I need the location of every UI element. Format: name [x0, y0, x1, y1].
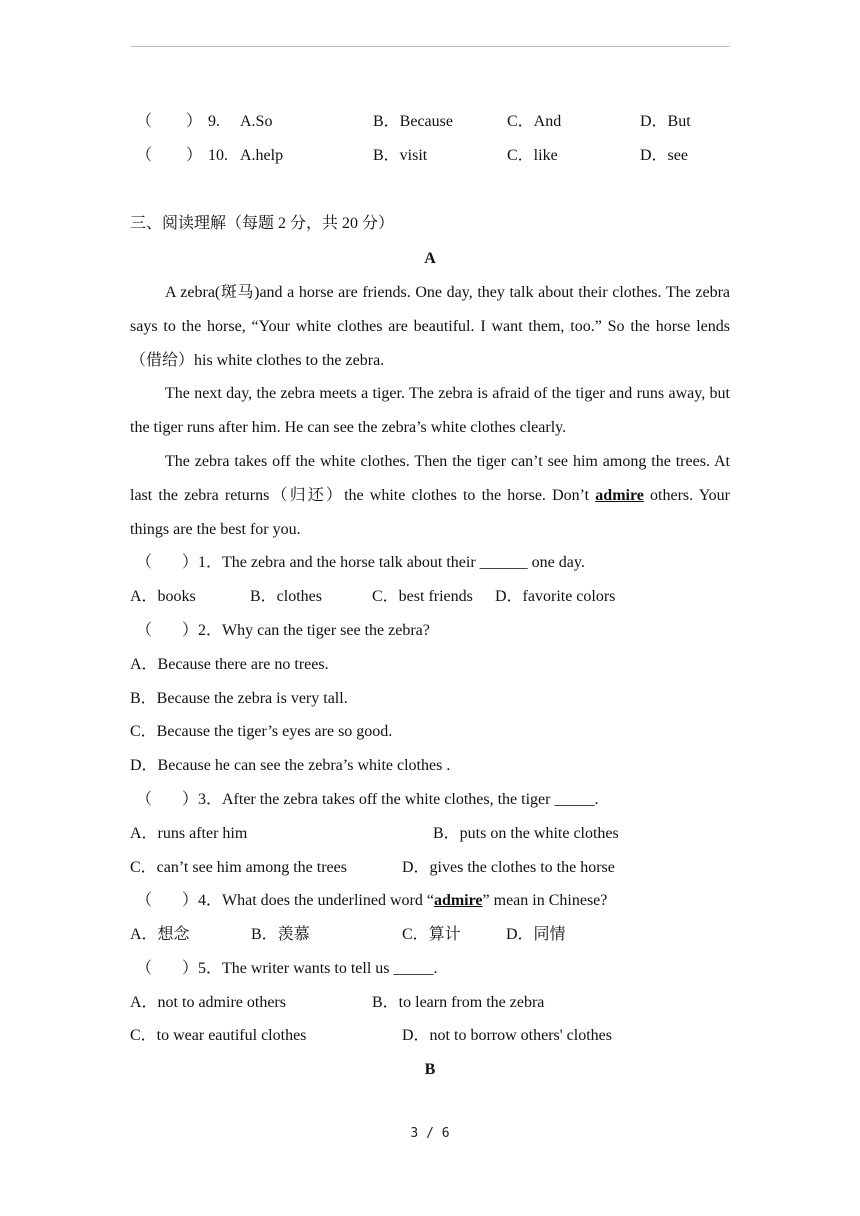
- option-b: B．Because the zebra is very tall.: [130, 690, 348, 707]
- answer-paren-open: （: [136, 113, 153, 130]
- underlined-keyword: admire: [433, 892, 483, 909]
- question-9: [130, 110, 730, 134]
- question-4: [130, 889, 730, 913]
- question-3-options-1: [130, 822, 730, 846]
- option-c: C．to wear eautiful clothes: [130, 1027, 307, 1044]
- option-c: C．Because the tiger’s eyes are so good.: [130, 723, 393, 740]
- answer-paren-close: ）: [182, 960, 199, 977]
- option-d: D．同情: [506, 926, 566, 943]
- answer-paren-close: ）: [182, 892, 199, 909]
- answer-paren-close: ）: [182, 622, 199, 639]
- option-a: A．runs after him: [130, 825, 248, 842]
- option-a: A．想念: [130, 926, 190, 943]
- question-3: [130, 788, 730, 812]
- passage-b-label: B: [424, 1061, 436, 1078]
- option-a: A.help: [240, 147, 284, 164]
- question-3-options-2: [130, 856, 730, 880]
- option-c: C．算计: [402, 926, 461, 943]
- option-b: B．羡慕: [251, 926, 310, 943]
- question-stem: 1．The zebra and the horse talk about their ______ one day.: [198, 554, 585, 571]
- question-5-options-1: [130, 991, 730, 1015]
- answer-paren-open: （: [136, 892, 153, 909]
- paragraph-text: others. Your things are the best for you.: [130, 487, 730, 538]
- stem-text: 4．What does the underlined word “: [198, 892, 434, 909]
- question-5: [130, 957, 730, 981]
- answer-paren-close: ）: [182, 554, 199, 571]
- option-c: C．best friends: [372, 588, 473, 605]
- option-c: C．And: [507, 113, 562, 130]
- passage-paragraph-1: [130, 276, 730, 378]
- option-d: D．But: [640, 113, 691, 130]
- option-b: B．clothes: [250, 588, 322, 605]
- option-d: D．Because he can see the zebra’s white clothes .: [130, 757, 451, 774]
- answer-paren-close: ）: [186, 113, 203, 130]
- answer-paren-close: ）: [182, 791, 199, 808]
- option-a: A．books: [130, 588, 196, 605]
- paragraph-text: A zebra(斑马)and a horse are friends. One day, they talk about their clothes. The zebra says to the horse, “Your white clothes are beautiful. I want them, too.” So the horse lends（借给）his white clothes to the zebra.: [130, 284, 730, 369]
- answer-paren-open: （: [136, 960, 153, 977]
- question-5-options-2: [130, 1024, 730, 1048]
- paragraph-text: The next day, the zebra meets a tiger. The zebra is afraid of the tiger and runs away, but the tiger runs after him. He can see the zebra’s white clothes clearly.: [130, 385, 730, 436]
- stem-text: ” mean in Chinese?: [482, 892, 608, 909]
- question-number: 9.: [208, 113, 220, 130]
- underlined-keyword: admire: [595, 487, 644, 504]
- page-number: 3 / 6: [410, 1126, 450, 1141]
- option-d: D．gives the clothes to the horse: [402, 859, 615, 876]
- answer-paren-close: ）: [186, 147, 203, 164]
- answer-paren-open: （: [136, 622, 153, 639]
- option-d: D．not to borrow others' clothes: [402, 1027, 612, 1044]
- paragraph-text: The zebra takes off the white clothes. Then the tiger can’t see him among the trees. At last the zebra returns（归还）the white clothes to the horse. Don’t: [130, 453, 730, 504]
- option-a: A．not to admire others: [130, 994, 286, 1011]
- section-title: 三、阅读理解（每题 2 分，共 20 分）: [130, 215, 395, 232]
- question-1: [130, 551, 730, 575]
- option-b: B．Because: [373, 113, 453, 130]
- question-stem: 3．After the zebra takes off the white clothes, the tiger _____.: [198, 791, 599, 808]
- option-a: A．Because there are no trees.: [130, 656, 329, 673]
- passage-paragraph-2: [130, 377, 730, 445]
- option-d: D．see: [640, 147, 688, 164]
- option-b: B．puts on the white clothes: [433, 825, 619, 842]
- option-c: C．can’t see him among the trees: [130, 859, 347, 876]
- option-b: B．to learn from the zebra: [372, 994, 545, 1011]
- passage-paragraph-3: [130, 445, 730, 547]
- header-rule: [130, 46, 730, 47]
- question-2: [130, 619, 730, 643]
- question-number: 10.: [208, 147, 228, 164]
- passage-a-label: A: [424, 250, 436, 267]
- answer-paren-open: （: [136, 147, 153, 164]
- question-4-options: [130, 923, 730, 947]
- question-1-options: [130, 585, 730, 609]
- question-10: [130, 144, 730, 168]
- answer-paren-open: （: [136, 554, 153, 571]
- question-stem: 2．Why can the tiger see the zebra?: [198, 622, 430, 639]
- question-stem: 5．The writer wants to tell us _____.: [198, 960, 438, 977]
- option-b: B．visit: [373, 147, 428, 164]
- answer-paren-open: （: [136, 791, 153, 808]
- option-c: C．like: [507, 147, 558, 164]
- question-stem: [198, 889, 607, 913]
- option-d: D．favorite colors: [495, 588, 616, 605]
- option-a: A.So: [240, 113, 273, 130]
